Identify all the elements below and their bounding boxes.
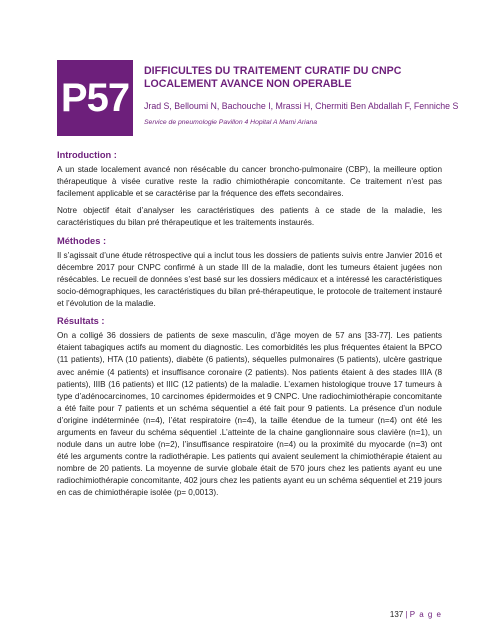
title-line-2: LOCALEMENT AVANCE NON OPERABLE xyxy=(144,78,352,90)
abstract-title xyxy=(144,65,464,91)
intro-paragraph-1: A un stade localement avancé non résécable du cancer broncho-pulmonaire (CBP), la meilleure option thérapeutique à visée curative reste la radio chimiothérapie concomitante. Ce traitement n’est pas facilement applicable et se caractérise par la fréquence des effets secondaires. xyxy=(57,165,442,199)
authors: Jrad S, Belloumi N, Bachouche I, Mrassi H, Chermiti Ben Abdallah F, Fenniche S xyxy=(144,101,459,111)
intro-paragraph-2: Notre objectif était d’analyser les caractéristiques des patients à ce stade de la maladie, les caractéristiques du bilan pré thérapeutique et les traitements instaurés. xyxy=(57,206,442,228)
page-number: 137 xyxy=(389,610,404,619)
abstract-body xyxy=(57,149,442,505)
poster-tag: P57 xyxy=(57,60,133,136)
title-line-1: DIFFICULTES DU TRAITEMENT CURATIF DU CNPC xyxy=(144,65,402,77)
affiliation: Service de pneumologie Pavillon 4 Hopital A Mami Ariana xyxy=(144,119,318,126)
footer-separator: | xyxy=(405,610,408,619)
intro-heading: Introduction : xyxy=(57,150,117,160)
page-label: P a g e xyxy=(409,610,442,619)
results-paragraph: On a colligé 36 dossiers de patients de sexe masculin, d’âge moyen de 57 ans [33-77]. Les patients étaient tabagiques actifs au moment du diagnostic. Les comorbidités les plus fréquentes étaient la BPCO (11 patients), HTA (10 patients), diabète (6 patients), séquelles pulmonaires (5 patients), ulcère gastrique avec anémie (4 patients) et insuffisance coronaire (2 patients). Nos patients étaient à des stades IIIA (8 patients), IIIB (16 patients) et IIIC (12 patients) de la maladie. L’examen histologique trouve 17 tumeurs à type d’adénocarcinomes, 10 carcinomes épidermoides et 9 CNPC. Une radiochimiothérapie concomitante a été faite pour 7 patients et un schéma séquentiel a été fait pour 9 patients. La présence d’un nodule d’origine indéterminée (n=4), l’état respiratoire (n=4), la taille étendue de la tumeur (n=4) ont été les arguments en faveur du schéma séquentiel .L’atteinte de la chaine ganglionnaire sous clavière (n=1), un nodule dans un autre lobe (n=2), l’insuffisance respiratoire (n=4) ou la proximité du myocarde (n=3) ont été les arguments contre la radiothérapie. Les patients qui avaient seulement la chimiothérapie étaient au nombre de 20 patients. La moyenne de survie globale était de 570 jours chez les patients ayant eu une radiochimiothérapie concomitante, 402 jours chez les patients ayant eu un schéma séquentiel et 219 jours en cas de chimiothérapie isolée (p= 0,0013). xyxy=(57,331,442,498)
page-footer xyxy=(380,610,442,619)
results-heading: Résultats : xyxy=(57,316,105,327)
methods-paragraph: Il s’agissait d’une étude rétrospective qui a inclut tous les dossiers de patients suivis entre Janvier 2016 et décembre 2017 pour CNPC confirmé à un stade III de la maladie, dont les tumeurs étaient jugées non résécables. Le recueil de données s’est basé sur les dossiers médicaux et a intéressé les caractéristiques socio-démographiques, les caractéristiques du bilan pré-thérapeutique, le protocole de traitement instauré et l’évolution de la maladie. xyxy=(57,250,442,309)
methods-heading: Méthodes : xyxy=(57,235,107,246)
